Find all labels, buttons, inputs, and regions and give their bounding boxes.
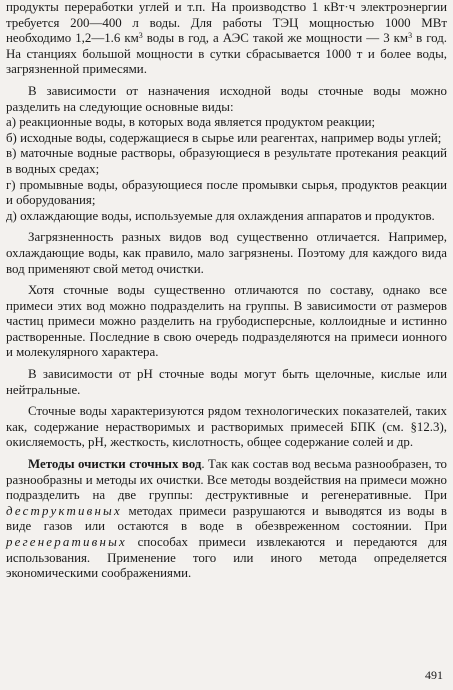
- page-text: [6, 0, 447, 582]
- paragraph-indicators: Сточные воды характеризуются рядом технологических показателей, таких как, содержание нерастворимых и растворимых примесей БПК (см. §12.3), окисляемость, pH, жесткость, кислотность, общее содержание солей и др.: [6, 404, 447, 450]
- paragraph-ph: В зависимости от pH сточные воды могут быть щелочные, кислые или нейтральные.: [6, 367, 447, 397]
- list-item: г) промывные воды, образующиеся после промывки сырья, продуктов реакции и оборудования;: [6, 177, 447, 208]
- term-destructive: деструктивных: [6, 503, 122, 518]
- paragraph-impurity-groups: Хотя сточные воды существенно отличаются по составу, однако все примеси этих вод можно подразделить на группы. В зависимости от размеров частиц примеси можно разделить на грубодисперсные, коллоидные и истинно растворенные. Последние в свою очередь подразделяются на примеси ионного и молекулярного характера.: [6, 283, 447, 360]
- list-item: в) маточные водные растворы, образующиеся в результате протекания реакций в водных средах;: [6, 146, 447, 176]
- list-item: д) охлаждающие воды, используемые для охлаждения аппаратов и продуктов.: [6, 208, 435, 223]
- page-number: 491: [425, 668, 443, 682]
- paragraph-continuation: продукты переработки углей и т.п. На производство 1 кВт·ч электроэнергии требуется 200—400 л воды. Для работы ТЭЦ мощностью 1000 МВт необходимо 1,2—1.6 $км^3$ воды в год, а АЭС такой же мощности — 3 $км^3$ в год. На станциях большой мощности в сутки сбрасывается 1000 т и более воды, загрязненной примесями.: [6, 0, 448, 77]
- paragraph-pollution: Загрязненность разных видов вод существенно отличается. Например, охлаждающие воды, как правило, мало загрязнены. Поэтому для каждого вида вод применяют свой метод очистки.: [6, 230, 447, 276]
- section-heading: Методы очистки сточных вод: [28, 457, 202, 472]
- list-item: а) реакционные воды, в которых вода является продуктом реакции;: [6, 115, 376, 130]
- paragraph-water-types-intro: В зависимости от назначения исходной воды сточные воды можно разделить на следующие основные виды:: [6, 83, 447, 114]
- term-regenerative: регенеративных: [6, 535, 127, 549]
- paragraph-treatment-methods: Методы очистки сточных вод. Так как состав вод весьма разнообразен, то разнообразны и методы их очистки. Все методы воздействия на примеси можно подразделить на две группы: деструктивные и регенеративные. При деструктивных методах примеси разрушаются и выводятся из воды в виде газов или остаются в воде в обезвреженном состоянии. При регенеративных способах примеси извлекаются и передаются для использования. Применение того или иного метода определяется экономическими соображениями.: [6, 457, 448, 581]
- list-item: б) исходные воды, содержащиеся в сырье или реагентах, например воды углей;: [6, 130, 442, 145]
